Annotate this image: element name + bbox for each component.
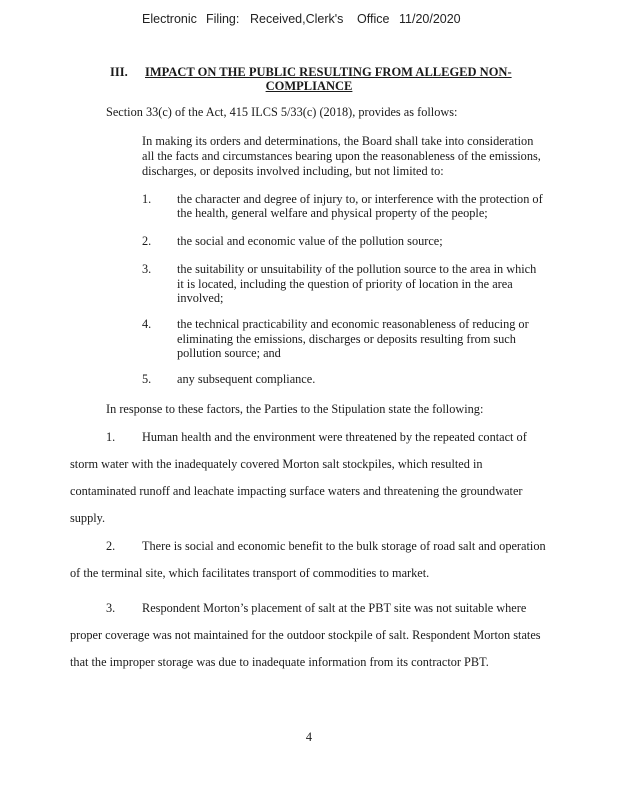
factor-number: 1. [142, 192, 152, 206]
response-line: that the improper storage was due to inadequate information from its contractor PBT. [70, 655, 489, 669]
factor-line: the social and economic value of the pollution source; [177, 234, 443, 248]
section-title-line2: COMPLIANCE [265, 79, 353, 93]
stamp-word-electronic: Electronic [142, 12, 197, 26]
stamp-word-filing: Filing: [206, 12, 240, 26]
response-line: contaminated runoff and leachate impacting surface waters and threatening the groundwater [70, 484, 523, 498]
quote-line: In making its orders and determinations, the Board shall take into consideration [142, 134, 534, 148]
response-line: Human health and the environment were threatened by the repeated contact of [142, 430, 527, 444]
response-number: 1. [106, 430, 116, 444]
section-title-line1: IMPACT ON THE PUBLIC RESULTING FROM ALLEGED NON- [145, 65, 512, 79]
stamp-word-office: Office [357, 12, 390, 26]
response-line: supply. [70, 511, 106, 525]
response-line: There is social and economic benefit to the bulk storage of road salt and operation [142, 539, 546, 553]
response-line: storm water with the inadequately covered Morton salt stockpiles, which resulted in [70, 457, 483, 471]
response-number: 3. [106, 601, 116, 615]
intro-paragraph: Section 33(c) of the Act, 415 ILCS 5/33(c) (2018), provides as follows: [106, 105, 458, 119]
factor-number: 3. [142, 262, 152, 276]
stamp-word-received: Received,Clerk's [250, 12, 344, 26]
stamp-date: 11/20/2020 [399, 12, 461, 26]
response-line: Respondent Morton’s placement of salt at the PBT site was not suitable where [142, 601, 527, 615]
factor-line: the health, general welfare and physical property of the people; [177, 206, 488, 220]
factor-number: 5. [142, 372, 152, 386]
factor-line: eliminating the emissions, discharges or deposits resulting from such [177, 332, 516, 346]
quote-line: all the facts and circumstances bearing upon the reasonableness of the emissions, [142, 149, 541, 163]
factor-line: involved; [177, 291, 224, 305]
factor-line: the suitability or unsuitability of the pollution source to the area in which [177, 262, 537, 276]
section-number: III. [110, 65, 128, 79]
page-number: 4 [305, 730, 313, 744]
factor-line: pollution source; and [177, 346, 281, 360]
factor-number: 4. [142, 317, 152, 331]
response-line: of the terminal site, which facilitates transport of commodities to market. [70, 566, 430, 580]
factor-number: 2. [142, 234, 152, 248]
response-line: proper coverage was not maintained for the outdoor stockpile of salt. Respondent Morton states [70, 628, 541, 642]
quote-line: discharges, or deposits involved including, but not limited to: [142, 164, 444, 178]
factor-line: the technical practicability and economic reasonableness of reducing or [177, 317, 529, 331]
factor-line: it is located, including the question of priority of location in the area [177, 277, 513, 291]
response-number: 2. [106, 539, 116, 553]
response-intro: In response to these factors, the Parties to the Stipulation state the following: [106, 402, 484, 416]
factor-line: any subsequent compliance. [177, 372, 316, 386]
factor-line: the character and degree of injury to, or interference with the protection of [177, 192, 543, 206]
